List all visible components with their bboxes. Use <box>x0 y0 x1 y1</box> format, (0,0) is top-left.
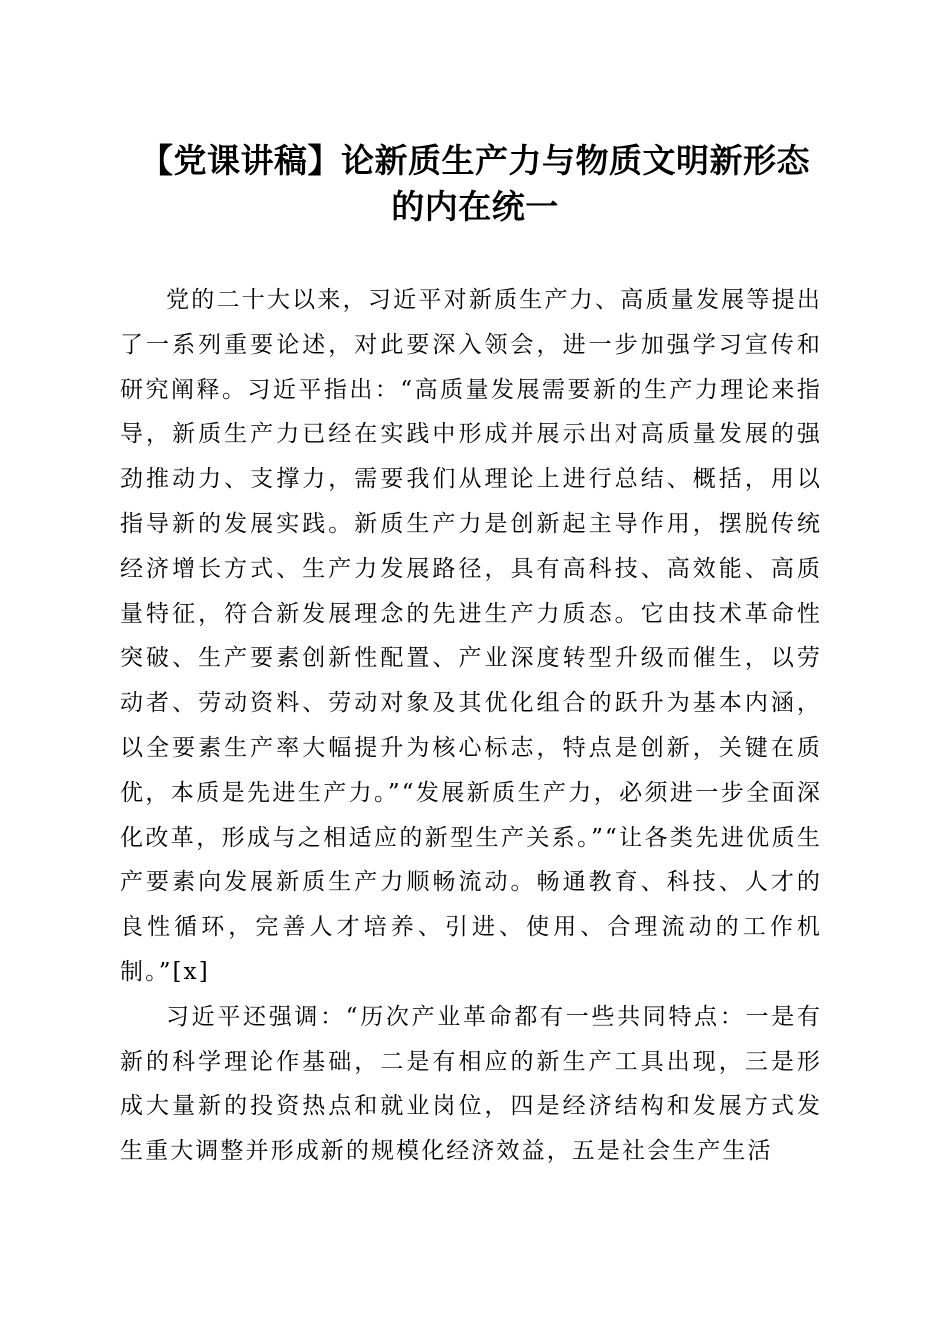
title-line-1: 【党课讲稿】论新质生产力与物质文明新形态 <box>140 141 810 180</box>
body-paragraph: 习近平还强调：“历次产业革命都有一些共同特点：一是有新的科学理论作基础，二是有相应的新生产工具出现，三是形成大量新的投资热点和就业岗位，四是经济结构和发展方式发生重大调整并形成新的规模化经济效益，五是社会生产生活 <box>120 1003 822 1165</box>
title-line-2: 的内在统一 <box>391 187 559 226</box>
body-paragraph: 党的二十大以来，习近平对新质生产力、高质量发展等提出了一系列重要论述，对此要深入领会，进一步加强学习宣传和研究阐释。习近平指出：“高质量发展需要新的生产力理论来指导，新质生产力已经在实践中形成并展示出对高质量发展的强劲推动力、支撑力，需要我们从理论上进行总结、概括，用以指导新的发展实践。新质生产力是创新起主导作用，摆脱传统经济增长方式、生产力发展路径，具有高科技、高效能、高质量特征，符合新发展理念的先进生产力质态。它由技术革命性突破、生产要素创新性配置、产业深度转型升级而催生，以劳动者、劳动资料、劳动对象及其优化组合的跃升为基本内涵，以全要素生产率大幅提升为核心标志，特点是创新，关键在质优，本质是先进生产力。”“发展新质生产力，必须进一步全面深化改革，形成与之相适应的新型生产关系。”“让各类先进优质生产要素向发展新质生产力顺畅流动。畅通教育、科技、人才的良性循环，完善人才培养、引进、使用、合理流动的工作机制。”[x] <box>120 287 822 985</box>
document-body <box>120 278 822 1174</box>
document-title <box>110 138 840 230</box>
